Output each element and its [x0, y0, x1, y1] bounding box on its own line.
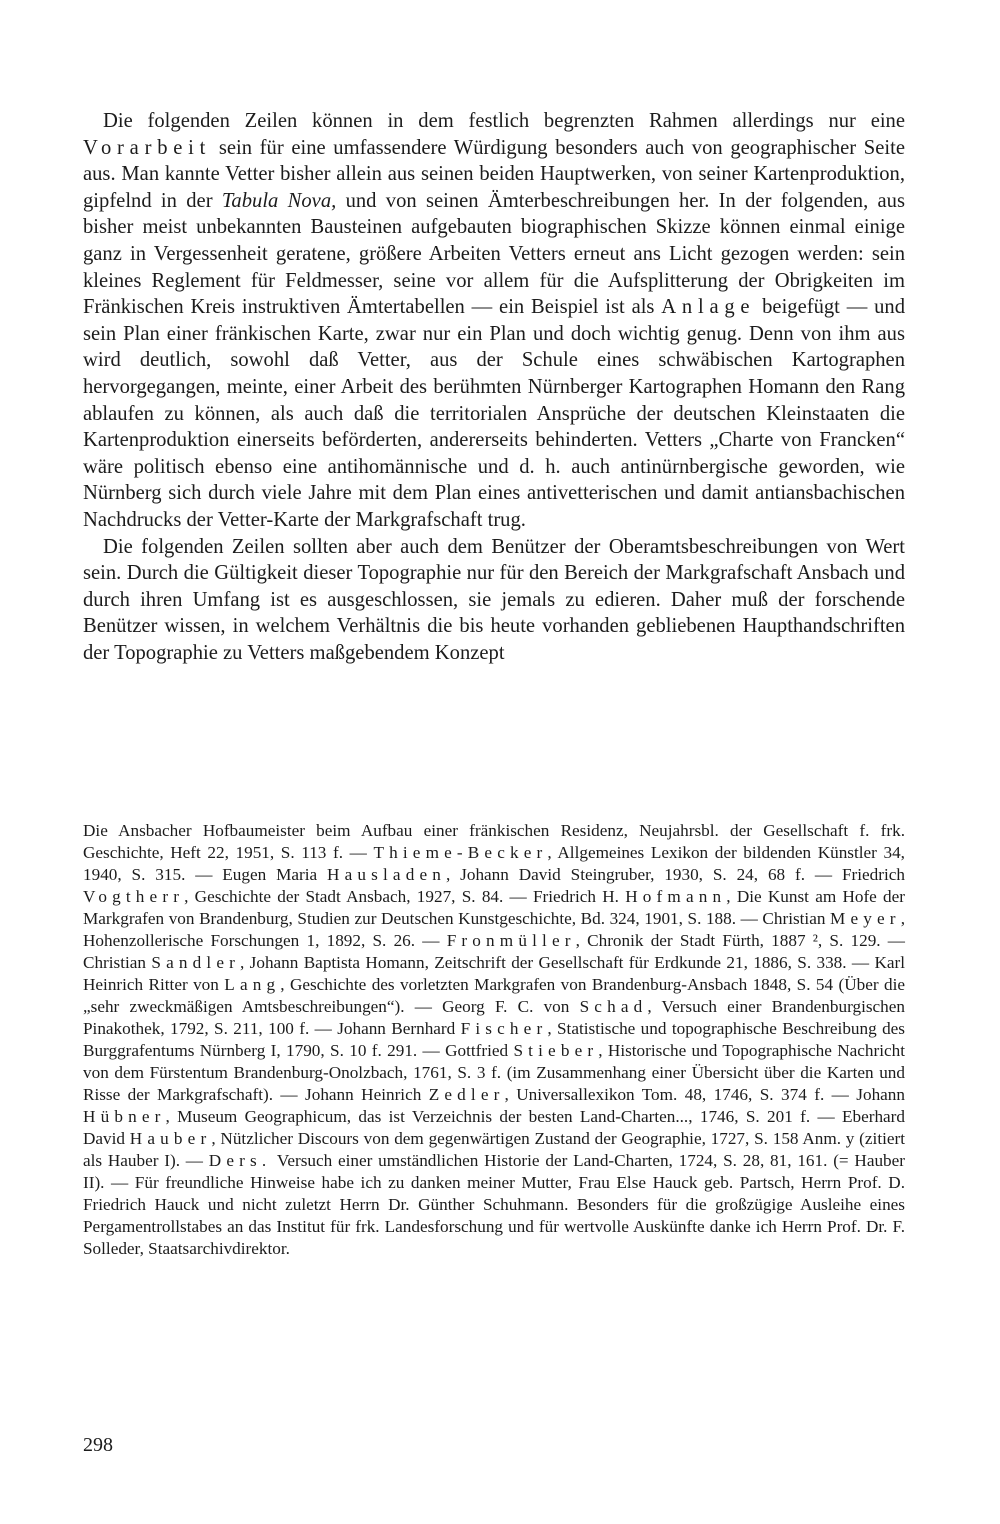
paragraph-2	[83, 534, 905, 667]
author-name: Fischer	[460, 1019, 548, 1038]
footnote-text: , Universallexikon Tom. 48, 1746, S. 374 f. — Johann	[504, 1085, 905, 1104]
paragraph-1	[83, 108, 905, 534]
footnote-text: , Versuch einer Brandenburgischen Pinakothek, 1792, S. 211, 100 f. — Johann Bernhard	[83, 997, 905, 1038]
footnote-text: , Geschichte des vorletzten Markgrafen von Brandenburg-Ansbach 1848, S. 54 (Über die „sehr zweckmäßigen Amtsbeschreibungen“). — Georg F. C. von	[83, 975, 905, 1016]
paragraph-1-text: Die folgenden Zeilen können in dem festlich begrenzten Rahmen allerdings nur eine	[103, 110, 905, 132]
footnote-text: , Statistische und topographische Beschreibung des Burggrafentums Nürnberg I, 1790, S. 10 f. 291. — Gottfried	[83, 1019, 905, 1060]
author-name: Schad	[579, 997, 648, 1016]
author-name: Hausladen	[327, 865, 446, 884]
footnote-text: , Geschichte der Stadt Ansbach, 1927, S. 84. — Friedrich H.	[184, 887, 626, 906]
author-name: Hauber	[129, 1129, 212, 1148]
emphasis-anlage: Anlage	[661, 296, 756, 319]
paragraph-1-text: sein für eine umfassendere Würdigung besonders auch von geographischer Seite aus. Man kannte Vetter bisher allein aus seinen beiden Hauptwerken, von seiner Kartenproduktion, gipfelnd in der	[83, 136, 905, 212]
main-text	[83, 108, 905, 666]
author-name: Meyer	[830, 909, 901, 928]
page	[83, 108, 906, 1456]
page-number: 298	[83, 1434, 113, 1456]
footnote-text: , Die Kunst am Hofe der Markgrafen von Brandenburg, Studien zur Deutschen Kunstgeschichte, Bd. 324, 1901, S. 188. — Christian	[83, 887, 906, 928]
author-name: Zedler	[428, 1085, 505, 1104]
author-name: Hübner	[83, 1107, 166, 1126]
footnote-text: Versuch einer umständlichen Historie der Land-Charten, 1724, S. 28, 81, 161. (= Hauber II). — Für freundliche Hinweise habe ich zu danken meiner Mutter, Frau Else Hauck geb. Partsch, Herrn Prof. D. Friedrich Hauck und nicht zuletzt Herrn Dr. Günther Schuhmann. Besonders für die großzügige Ausleihe eines Pergamentrollstabes an das Institut für frk. Landesforschung und für wertvolle Auskünfte danke ich Herrn Prof. Dr. F. Solleder, Staatsarchivdirektor.	[83, 1151, 905, 1258]
author-name: Vogtherr	[83, 887, 185, 906]
footnote-text: , Historische und Topographische Nachricht von dem Fürstentum Brandenburg-Onolzbach, 1761, S. 3 f. (im Zusammenhang einer Übersicht über die Karten und Risse der Markgrafschaft). — Johann Heinrich	[83, 1041, 905, 1104]
paragraph-1-text: und von seinen Ämterbeschreibungen her. In der folgenden, aus bisher meist unbekannten Bausteinen aufgebauten biographischen Skizze können einmal einige ganz in Vergessenheit geratene, größere Arbeiten Vetters erneut ans Licht gezogen werden: sein kleines Reglement für Feldmesser, seine vor allem für die Aufsplitterung der Obrigkeiten im Fränkischen Kreis instruktiven Ämtertabellen — ein Beispiel ist als	[83, 189, 905, 319]
footnote-text: , Museum Geographicum, das ist Verzeichnis der besten Land-Charten..., 1746, S. 201 f. — Eberhard David	[83, 1107, 905, 1148]
emphasis-vorarbeit: Vorarbeit	[83, 136, 212, 159]
author-name: Hofmann	[625, 887, 727, 906]
author-name: Lang	[224, 975, 281, 994]
footnote-text: , Nützlicher Discours von dem gegenwärtigen Zustand der Geographie, 1727, S. 158 Anm. y (zitiert als Hauber I). —	[83, 1129, 905, 1170]
author-name: Stieber	[513, 1041, 599, 1060]
footnote-text: Die Ansbacher Hofbaumeister beim Aufbau einer fränkischen Residenz, Neujahrsbl. der Gesellschaft f. frk. Geschichte, Heft 22, 1951, S. 113 f. —	[83, 821, 905, 862]
footnote-text: , Chronik der Stadt Fürth, 1887 ², S. 129. — Christian	[83, 931, 905, 972]
paragraph-1-text: beigefügt — und sein Plan einer fränkischen Karte, zwar nur ein Plan und doch wichtig genug. Denn von ihm aus wird deutlich, sowohl daß Vetter, aus der Schule eines schwäbischen Kartographen hervorgegangen, meinte, einer Arbeit des berühmten Nürnberger Kartographen Homann den Rang ablaufen zu können, als auch daß die territorialen Ansprüche der deutschen Kleinstaaten die Kartenproduktion einerseits beförderten, andererseits behinderten. Vetters „Charte von Francken“ wäre politisch ebenso eine antihomännische und d. h. auch antinürnbergische geworden, wie Nürnberg sich durch viele Jahre mit dem Plan eines antivetterischen und damit antiansbachischen Nachdrucks der Vetter-Karte der Markgrafschaft trug.	[83, 296, 905, 531]
footnote-text: , Hohenzollerische Forschungen 1, 1892, S. 26. —	[83, 909, 905, 950]
footnote-text: , Johann David Steingruber, 1930, S. 24, 68 f. — Friedrich	[446, 865, 905, 884]
italic-tabula-nova: Tabula Nova,	[221, 189, 337, 212]
author-name: Thieme-Becker	[373, 843, 548, 862]
footnote-text: , Allgemeines Lexikon der bildenden Künstler 34, 1940, S. 315. — Eugen Maria	[83, 843, 905, 884]
author-name: Ders.	[208, 1151, 272, 1170]
author-name: Fronmüller	[446, 931, 576, 950]
paragraph-2-text: Die folgenden Zeilen sollten aber auch dem Benützer der Oberamtsbeschreibungen von Wert sein. Durch die Gültigkeit dieser Topographie nur für den Bereich der Markgrafschaft Ansbach und durch ihren Umfang ist es ausgeschlossen, sie jemals zu edieren. Daher muß der forschende Benützer wissen, in welchem Verhältnis die bis heute vorhanden gebliebenen Haupthandschriften der Topographie zu Vetters maßgebendem Konzept	[83, 535, 905, 664]
author-name: Sandler	[151, 953, 241, 972]
footnote	[83, 820, 905, 1260]
footnote-text: , Johann Baptista Homann, Zeitschrift der Gesellschaft für Erdkunde 21, 1886, S. 338. — Karl Heinrich Ritter von	[83, 953, 905, 994]
